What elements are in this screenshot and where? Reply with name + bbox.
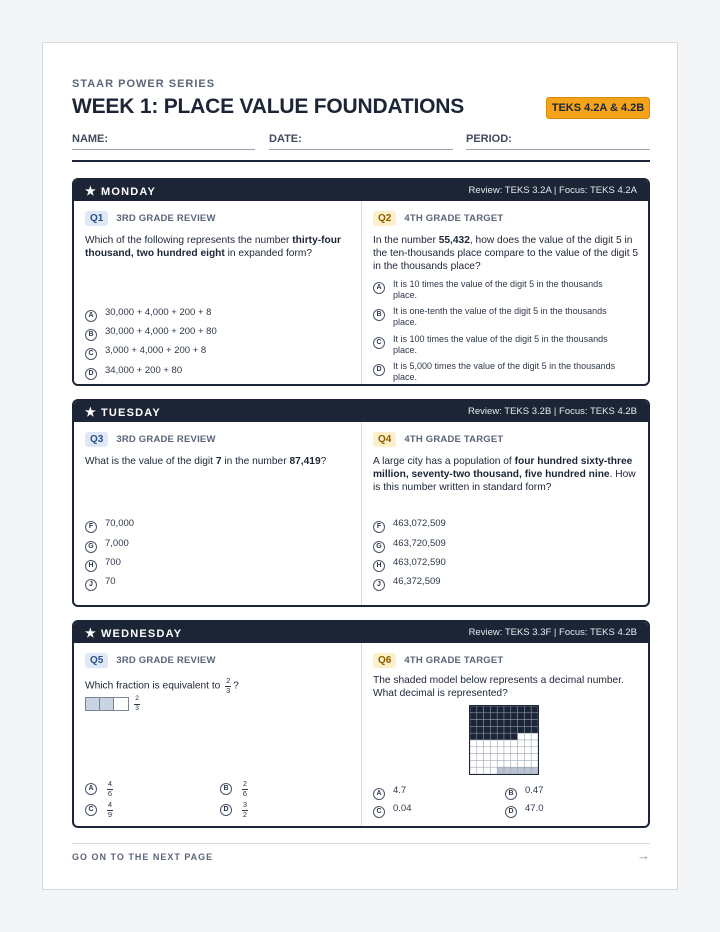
strip-cell: [100, 698, 114, 710]
answer-option-h[interactable]: [373, 557, 629, 572]
answer-bubble[interactable]: A: [373, 788, 385, 800]
grid-cell: [497, 754, 504, 761]
answer-text: 30,000 + 4,000 + 200 + 8: [105, 307, 212, 318]
name-label: NAME:: [72, 133, 109, 145]
answer-text: It is 100 times the value of the digit 5 in the thousands place.: [393, 334, 608, 355]
answer-bubble[interactable]: B: [220, 783, 232, 795]
answer-text: 463,072,509: [393, 518, 446, 529]
grid-cell: [477, 747, 484, 754]
question-text: Which of the following represents the number thirty-four thousand, two hundred eight in expanded form?: [85, 235, 341, 259]
grid-cell-shaded: [484, 706, 491, 713]
grid-cell: [518, 760, 525, 767]
answer-text: 3,000 + 4,000 + 200 + 8: [105, 345, 207, 356]
grid-cell: [477, 740, 484, 747]
question-number: Q4: [373, 432, 396, 447]
answer-bubble[interactable]: G: [85, 541, 97, 553]
grid-cell-shaded: [490, 733, 497, 740]
answer-bubble[interactable]: H: [85, 560, 97, 572]
teks-badge: TEKS 4.2A & 4.2B: [546, 97, 650, 119]
grid-cell: [490, 754, 497, 761]
grid-cell-shaded: [511, 733, 518, 740]
answer-fraction: $\frac{2}{6}$: [242, 779, 248, 798]
question-label: 3RD GRADE REVIEW: [116, 213, 216, 224]
strip-cell: [114, 698, 128, 710]
answer-text: 463,072,590: [393, 557, 446, 568]
answer-option-g[interactable]: [85, 538, 341, 553]
answer-option-d[interactable]: [373, 361, 628, 383]
answer-bubble[interactable]: A: [85, 783, 97, 795]
grid-cell-shaded: [518, 706, 525, 713]
grid-cell: [484, 747, 491, 754]
grid-cell-shaded: [470, 720, 477, 727]
grid-cell: [490, 767, 497, 774]
grid-cell: [531, 760, 538, 767]
grid-cell: [477, 754, 484, 761]
name-field[interactable]: [72, 133, 255, 150]
star-icon: ★: [85, 405, 97, 419]
answer-text: 0.47: [525, 785, 544, 796]
grid-cell-shaded: [511, 726, 518, 733]
answer-bubble[interactable]: C: [85, 348, 97, 360]
grid-cell: [470, 740, 477, 747]
grid-cell: [531, 754, 538, 761]
grid-cell: [511, 754, 518, 761]
grid-cell-shaded: [477, 713, 484, 720]
answer-text: 70: [105, 576, 116, 587]
grid-cell: [497, 747, 504, 754]
question-label: 3RD GRADE REVIEW: [116, 434, 216, 445]
answer-bubble[interactable]: D: [85, 368, 97, 380]
grid-cell: [497, 767, 504, 774]
grid-cell-shaded: [531, 706, 538, 713]
grid-cell: [524, 747, 531, 754]
grid-cell: [504, 760, 511, 767]
grid-cell: [518, 733, 525, 740]
grid-cell: [531, 740, 538, 747]
grid-cell-shaded: [511, 713, 518, 720]
answer-option-a[interactable]: [85, 307, 341, 322]
question-number: Q3: [85, 432, 108, 447]
grid-cell-shaded: [504, 726, 511, 733]
grid-cell: [490, 740, 497, 747]
answer-fraction: $\frac{3}{2}$: [242, 800, 248, 819]
grid-cell-shaded: [477, 726, 484, 733]
answer-option-a[interactable]: [85, 780, 115, 798]
answer-bubble[interactable]: F: [85, 521, 97, 533]
question-q5: [74, 643, 361, 826]
grid-cell-shaded: [518, 713, 525, 720]
footer-divider: [72, 843, 650, 844]
grid-cell: [470, 747, 477, 754]
grid-cell: [490, 760, 497, 767]
answer-option-h[interactable]: [85, 557, 341, 572]
answer-option-j[interactable]: [373, 576, 629, 591]
grid-cell: [524, 740, 531, 747]
grid-cell-shaded: [484, 726, 491, 733]
header-divider: [72, 160, 650, 162]
grid-cell-shaded: [484, 713, 491, 720]
question-number: Q2: [373, 211, 396, 226]
answer-text: 463,720,509: [393, 538, 446, 549]
grid-cell: [504, 740, 511, 747]
answer-bubble[interactable]: B: [505, 788, 517, 800]
next-page-text: GO ON TO THE NEXT PAGE: [72, 852, 214, 862]
grid-cell-shaded: [497, 720, 504, 727]
grid-cell: [524, 760, 531, 767]
grid-cell: [477, 767, 484, 774]
grid-cell-shaded: [518, 720, 525, 727]
question-label: 3RD GRADE REVIEW: [116, 655, 216, 666]
grid-cell: [531, 767, 538, 774]
day-teks: Review: TEKS 3.2A | Focus: TEKS 4.2A: [468, 185, 637, 196]
grid-cell-shaded: [470, 733, 477, 740]
answer-option-d[interactable]: [220, 801, 250, 819]
grid-cell-shaded: [470, 726, 477, 733]
question-number: Q5: [85, 653, 108, 668]
grid-cell-shaded: [524, 720, 531, 727]
grid-cell-shaded: [484, 733, 491, 740]
answer-bubble[interactable]: H: [373, 560, 385, 572]
day-header: [74, 622, 648, 643]
question-text: What is the value of the digit 7 in the number 87,419?: [85, 456, 327, 467]
answer-option-b[interactable]: [220, 780, 250, 798]
answer-option-a[interactable]: [373, 279, 628, 301]
grid-cell: [518, 767, 525, 774]
grid-cell-shaded: [490, 726, 497, 733]
period-field[interactable]: [466, 133, 650, 150]
answer-text: 70,000: [105, 518, 135, 529]
grid-cell: [511, 747, 518, 754]
grid-cell: [470, 760, 477, 767]
answer-bubble[interactable]: J: [85, 579, 97, 591]
answer-option-c[interactable]: [373, 334, 628, 356]
answer-text: 47.0: [525, 803, 544, 814]
answer-option-d[interactable]: [505, 803, 625, 818]
grid-cell: [518, 747, 525, 754]
grid-cell-shaded: [518, 726, 525, 733]
grid-cell: [484, 760, 491, 767]
question-number: Q6: [373, 653, 396, 668]
answer-bubble[interactable]: D: [505, 806, 517, 818]
answer-option-b[interactable]: [505, 785, 625, 800]
grid-cell: [504, 747, 511, 754]
question-text: The shaded model below represents a decimal number. What decimal is represented?: [373, 675, 624, 699]
answer-option-b[interactable]: [373, 306, 628, 328]
date-label: DATE:: [269, 133, 302, 145]
grid-cell: [504, 754, 511, 761]
hundredths-grid: [470, 706, 538, 774]
answer-bubble[interactable]: B: [85, 329, 97, 341]
grid-cell: [518, 754, 525, 761]
answer-bubble[interactable]: D: [373, 364, 385, 376]
question-text: In the number 55,432, how does the value of the digit 5 in the ten-thousands place compare to the value of the digit 5 in the thousands place?: [373, 235, 639, 272]
grid-cell: [511, 740, 518, 747]
grid-cell: [484, 767, 491, 774]
day-name: WEDNESDAY: [100, 628, 183, 640]
grid-cell-shaded: [497, 733, 504, 740]
grid-cell-shaded: [470, 706, 477, 713]
grid-cell-shaded: [504, 706, 511, 713]
grid-cell: [518, 740, 525, 747]
question-q2: [362, 201, 648, 384]
answer-option-b[interactable]: [85, 326, 341, 341]
grid-cell-shaded: [477, 733, 484, 740]
grid-cell-shaded: [490, 706, 497, 713]
answer-option-c[interactable]: [85, 345, 341, 360]
answer-bubble[interactable]: A: [373, 282, 385, 294]
page-title: WEEK 1: PLACE VALUE FOUNDATIONS: [72, 95, 465, 118]
answer-bubble[interactable]: C: [373, 806, 385, 818]
period-label: PERIOD:: [466, 133, 512, 145]
grid-cell: [470, 767, 477, 774]
grid-cell: [524, 754, 531, 761]
answer-text: It is one-tenth the value of the digit 5 in the thousands place.: [393, 306, 607, 327]
grid-cell-shaded: [497, 706, 504, 713]
answer-fraction: $\frac{4}{6}$: [107, 779, 113, 798]
question-number: Q1: [85, 211, 108, 226]
grid-cell-shaded: [490, 720, 497, 727]
grid-cell: [504, 767, 511, 774]
grid-cell-shaded: [531, 726, 538, 733]
grid-cell: [484, 740, 491, 747]
question-label: 4TH GRADE TARGET: [404, 434, 504, 445]
answer-text: 30,000 + 4,000 + 200 + 80: [105, 326, 217, 337]
answer-text: 4.7: [393, 785, 407, 796]
day-card-monday: [72, 178, 650, 386]
question-q1: [74, 201, 361, 384]
answer-bubble[interactable]: C: [85, 804, 97, 816]
grid-cell: [511, 767, 518, 774]
grid-cell: [511, 760, 518, 767]
arrow-right-icon[interactable]: →: [637, 848, 650, 863]
grid-cell-shaded: [477, 720, 484, 727]
grid-cell: [524, 767, 531, 774]
grid-cell-shaded: [504, 713, 511, 720]
question-q4: [362, 422, 648, 605]
strip-label: $\frac{2}{3}$: [135, 695, 139, 712]
day-teks: Review: TEKS 3.2B | Focus: TEKS 4.2B: [468, 406, 637, 417]
fraction-strip-model: [85, 695, 142, 713]
grid-cell-shaded: [511, 706, 518, 713]
answer-option-f[interactable]: [85, 518, 341, 533]
question-q3: [74, 422, 361, 605]
grid-cell-shaded: [511, 720, 518, 727]
question-text: Which fraction is equivalent to $\frac{2}{3}$ ?: [85, 676, 239, 695]
day-header: [74, 401, 648, 422]
grid-cell-shaded: [497, 713, 504, 720]
answer-bubble[interactable]: G: [373, 541, 385, 553]
answer-text: 0.04: [393, 803, 412, 814]
grid-cell-shaded: [531, 720, 538, 727]
answer-option-d[interactable]: [85, 365, 341, 380]
grid-cell-shaded: [504, 720, 511, 727]
answer-bubble[interactable]: F: [373, 521, 385, 533]
day-teks: Review: TEKS 3.3F | Focus: TEKS 4.2B: [468, 627, 637, 638]
grid-cell-shaded: [524, 726, 531, 733]
grid-cell: [497, 760, 504, 767]
answer-text: It is 5,000 times the value of the digit 5 in the thousands place.: [393, 361, 616, 382]
grid-cell-shaded: [497, 726, 504, 733]
answer-bubble[interactable]: A: [85, 310, 97, 322]
answer-bubble[interactable]: C: [373, 337, 385, 349]
star-icon: ★: [85, 626, 97, 640]
question-text: A large city has a population of four hundred sixty-three million, seventy-two thousand, five hundred nine. How is this number written in standard form?: [373, 456, 636, 493]
question-label: 4TH GRADE TARGET: [404, 655, 504, 666]
grid-cell-shaded: [524, 713, 531, 720]
day-header: [74, 180, 648, 201]
grid-cell-shaded: [477, 706, 484, 713]
question-label: 4TH GRADE TARGET: [404, 213, 504, 224]
answer-option-j[interactable]: [85, 576, 341, 591]
answer-text: 46,372,509: [393, 576, 441, 587]
grid-cell: [477, 760, 484, 767]
answer-option-f[interactable]: [373, 518, 629, 533]
grid-cell-shaded: [484, 720, 491, 727]
series-label: STAAR POWER SERIES: [72, 78, 216, 90]
strip-cell: [86, 698, 100, 710]
grid-cell: [470, 754, 477, 761]
grid-cell-shaded: [490, 713, 497, 720]
answer-bubble[interactable]: D: [220, 804, 232, 816]
grid-cell: [497, 740, 504, 747]
worksheet-page: [42, 42, 678, 890]
day-card-wednesday: [72, 620, 650, 828]
answer-option-g[interactable]: [373, 538, 629, 553]
grid-cell-shaded: [524, 706, 531, 713]
answer-fraction: $\frac{4}{9}$: [107, 800, 113, 819]
answer-option-c[interactable]: [85, 801, 115, 819]
grid-cell: [531, 747, 538, 754]
answer-text: It is 10 times the value of the digit 5 in the thousands place.: [393, 279, 603, 300]
grid-cell-shaded: [504, 733, 511, 740]
fraction: $\frac{2}{3}$: [226, 676, 231, 695]
date-field[interactable]: [269, 133, 453, 150]
grid-cell: [531, 733, 538, 740]
hundredths-grid-model: [469, 705, 539, 775]
grid-cell-shaded: [470, 713, 477, 720]
answer-bubble[interactable]: J: [373, 579, 385, 591]
question-q6: [362, 643, 648, 826]
grid-cell: [484, 754, 491, 761]
answer-text: 7,000: [105, 538, 129, 549]
answer-text: 34,000 + 200 + 80: [105, 365, 183, 376]
answer-text: 700: [105, 557, 121, 568]
grid-cell: [524, 733, 531, 740]
day-name: MONDAY: [100, 186, 157, 198]
grid-cell-shaded: [531, 713, 538, 720]
day-name: TUESDAY: [100, 407, 161, 419]
star-icon: ★: [85, 184, 97, 198]
day-card-tuesday: [72, 399, 650, 607]
grid-cell: [490, 747, 497, 754]
answer-bubble[interactable]: B: [373, 309, 385, 321]
